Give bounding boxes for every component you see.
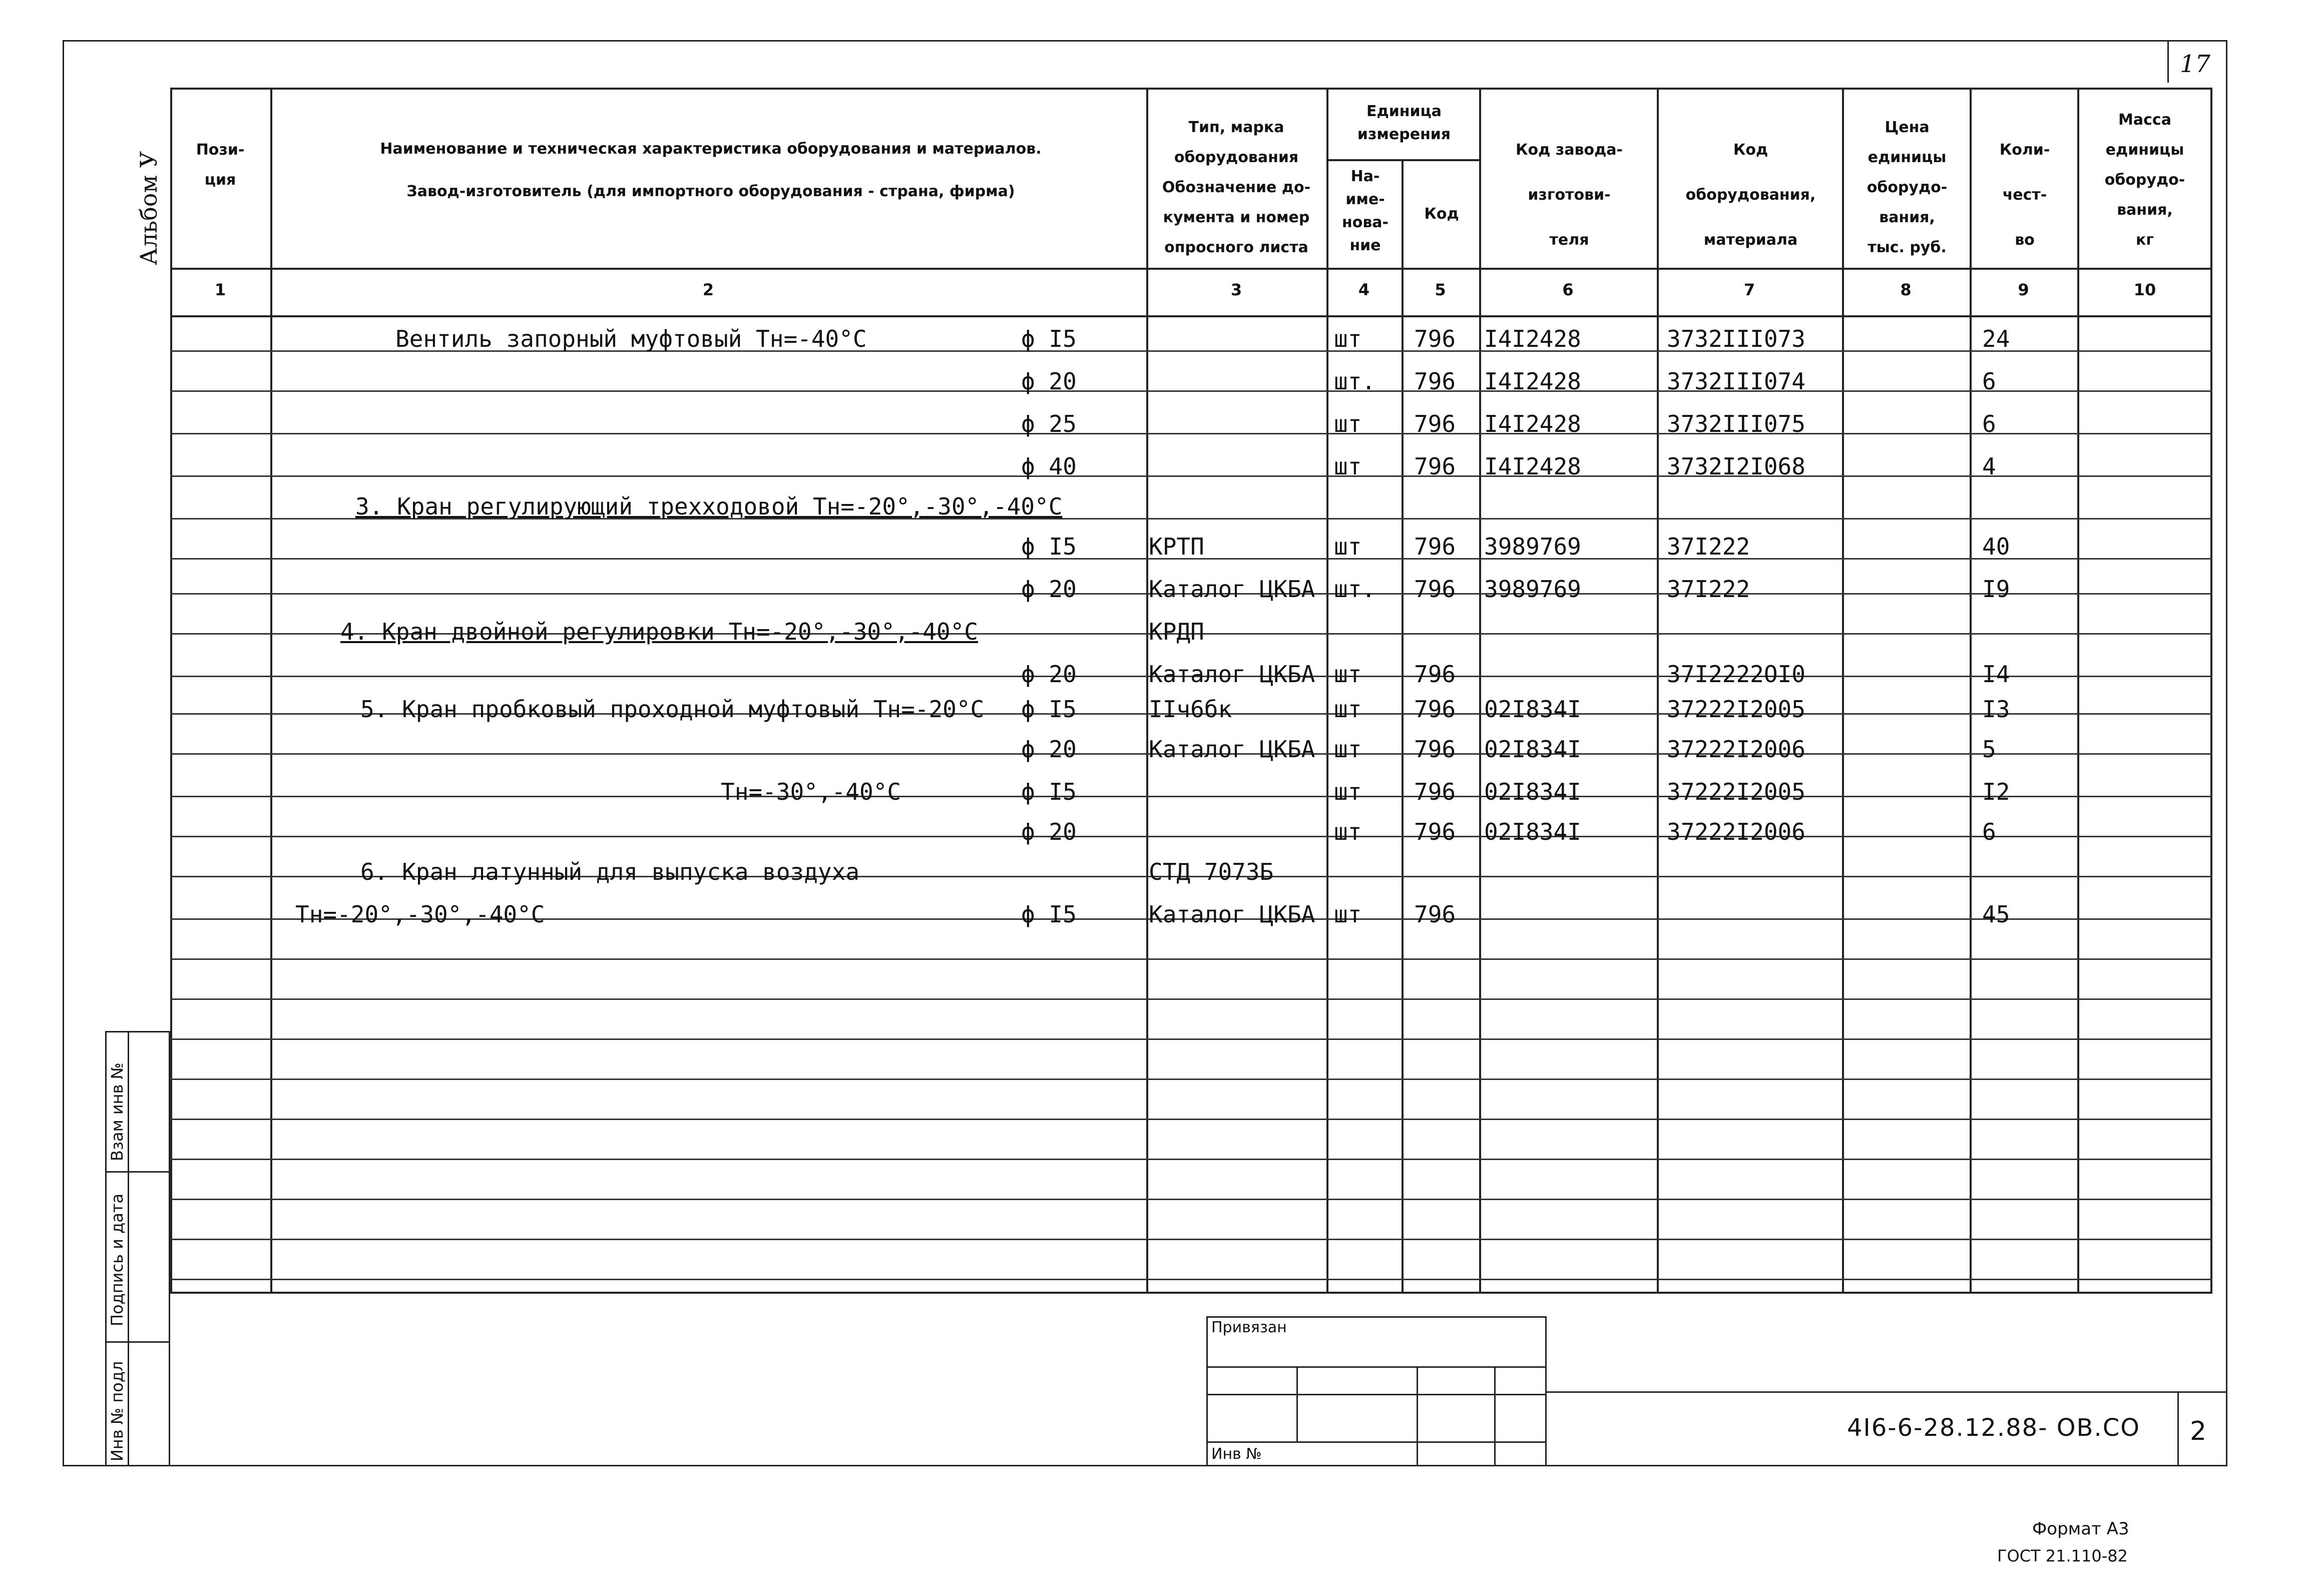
row-dia: ϕ 20	[1021, 661, 1077, 688]
row-mat: 37I2222OI0	[1667, 661, 1805, 688]
row-type: Каталог ЦКБА	[1149, 736, 1315, 763]
row-line	[170, 1159, 2212, 1160]
row-mat: 37222I2006	[1667, 818, 1805, 845]
row-type: IIч6бк	[1149, 696, 1232, 723]
col-divider-4	[1402, 160, 1404, 1294]
colnum-3: 3	[1230, 280, 1242, 299]
row-qty: 6	[1982, 368, 1996, 395]
gost-label: ГОСТ 21.110-82	[1997, 1546, 2128, 1565]
attached-label: Привязан	[1211, 1319, 1287, 1336]
row-qty: 5	[1982, 736, 1996, 763]
row-plant: 02I834I	[1484, 818, 1581, 845]
row-dia: ϕ 20	[1021, 818, 1077, 845]
row-plant: I4I2428	[1484, 453, 1581, 480]
row-qty: I9	[1982, 576, 2010, 603]
row-unit: шт	[1334, 410, 1362, 437]
attached-h2	[1206, 1394, 1547, 1395]
side-stamp-sign-date: Подпись и дата	[108, 1193, 127, 1326]
row-unit: шт	[1334, 453, 1362, 480]
header-unit-code: Код	[1424, 205, 1459, 223]
page-number-divider	[2167, 40, 2169, 83]
row-unit: шт	[1334, 696, 1362, 723]
attached-stamp	[1206, 1316, 1547, 1466]
row-unit: шт	[1334, 661, 1362, 688]
album-label: Альбом У	[135, 151, 162, 265]
row-code: 796	[1414, 576, 1456, 603]
header-name-line2: Завод-изготовитель (для импортного оборудования - страна, фирма)	[406, 183, 1015, 200]
row-plant: 02I834I	[1484, 696, 1581, 723]
header-name-line1: Наименование и техническая характеристика оборудования и материалов.	[380, 140, 1042, 158]
sheet-divider	[2177, 1391, 2179, 1466]
row-dia: ϕ I5	[1021, 325, 1077, 352]
row-line	[170, 1119, 2212, 1120]
row-name: Тн=-20°,-30°,-40°С	[295, 901, 545, 928]
row-plant: 3989769	[1484, 576, 1581, 603]
row-qty: I2	[1982, 778, 2010, 805]
row-mat: 37I222	[1667, 576, 1750, 603]
colnum-2: 2	[702, 280, 714, 299]
row-line	[170, 1239, 2212, 1240]
row-line	[170, 1038, 2212, 1040]
row-dia: ϕ I5	[1021, 901, 1077, 928]
header-plant-code: Код завода- изготови- теля	[1516, 141, 1623, 249]
row-mat: 37222I2005	[1667, 778, 1805, 805]
header-mass: Масса единицы оборудо- вания, кг	[2104, 111, 2185, 249]
row-type: Каталог ЦКБА	[1149, 901, 1315, 928]
row-plant: I4I2428	[1484, 368, 1581, 395]
row-unit: шт	[1334, 778, 1362, 805]
row-unit: шт	[1334, 901, 1362, 928]
colnum-1: 1	[214, 280, 226, 299]
row-mat: 3732III075	[1667, 410, 1805, 437]
row-type: Каталог ЦКБА	[1149, 576, 1315, 603]
attached-h1	[1206, 1366, 1547, 1368]
row-line	[170, 1279, 2212, 1280]
unit-group-divider	[1326, 159, 1479, 161]
header-position: Пози- ция	[196, 141, 245, 189]
row-code: 796	[1414, 778, 1456, 805]
row-mat: 3732I2I068	[1667, 453, 1805, 480]
attached-v1	[1296, 1366, 1298, 1441]
row-dia: ϕ 20	[1021, 368, 1077, 395]
row-dia: ϕ 25	[1021, 410, 1077, 437]
attached-v3	[1494, 1366, 1496, 1466]
row-mat: 37I222	[1667, 533, 1750, 560]
row-line	[170, 1199, 2212, 1200]
row-plant: 02I834I	[1484, 736, 1581, 763]
colnum-bottom	[170, 315, 2212, 317]
row-line	[170, 390, 2212, 392]
row-dia: ϕ 40	[1021, 453, 1077, 480]
row-type: СТД 7073Б	[1149, 858, 1274, 885]
side-stamp-h1	[105, 1171, 170, 1173]
attached-h3	[1206, 1441, 1547, 1443]
side-stamp-replace-inv: Взам инв №	[108, 1062, 127, 1161]
row-line	[170, 475, 2212, 477]
row-line	[170, 836, 2212, 837]
format-label: Формат А3	[2032, 1519, 2129, 1539]
row-code: 796	[1414, 368, 1456, 395]
row-code: 796	[1414, 901, 1456, 928]
row-plant: 02I834I	[1484, 778, 1581, 805]
row-qty: I3	[1982, 696, 2010, 723]
inv-label: Инв №	[1211, 1445, 1262, 1463]
row-code: 796	[1414, 661, 1456, 688]
header-type: Тип, марка оборудования Обозначение до- кумента и номер опросного листа	[1162, 119, 1311, 256]
row-plant: I4I2428	[1484, 325, 1581, 352]
row-code: 796	[1414, 736, 1456, 763]
row-line	[170, 433, 2212, 434]
row-name: Вентиль запорный муфтовый Тн=-40°С	[395, 325, 867, 352]
row-plant: 3989769	[1484, 533, 1581, 560]
colnum-9: 9	[2018, 280, 2029, 299]
row-dia: ϕ I5	[1021, 696, 1077, 723]
side-stamp-inv-orig: Инв № подл	[108, 1361, 127, 1461]
row-code: 796	[1414, 533, 1456, 560]
colnum-7: 7	[1743, 280, 1755, 299]
row-code: 796	[1414, 696, 1456, 723]
row-name: 5. Кран пробковый проходной муфтовый Тн=-20°С	[360, 696, 985, 723]
row-name: Тн=-30°,-40°С	[721, 778, 901, 805]
row-dia: ϕ 20	[1021, 576, 1077, 603]
row-name: 4. Кран двойной регулировки Тн=-20°,-30°,-40°С	[340, 618, 978, 645]
row-mat: 3732III074	[1667, 368, 1805, 395]
row-unit: шт	[1334, 818, 1362, 845]
row-name: 6. Кран латунный для выпуска воздуха	[360, 858, 859, 885]
row-mat: 3732III073	[1667, 325, 1805, 352]
side-stamp-h2	[105, 1341, 170, 1343]
header-price: Цена единицы оборудо- вания, тыс. руб.	[1867, 119, 1948, 256]
row-type: КРТП	[1149, 533, 1204, 560]
row-name: 3. Кран регулирующий трехходовой Тн=-20°,-30°,-40°С	[355, 493, 1063, 520]
row-mat: 37222I2006	[1667, 736, 1805, 763]
row-qty: 45	[1982, 901, 2010, 928]
row-unit: шт.	[1334, 368, 1376, 395]
title-block-top	[1547, 1391, 2227, 1393]
attached-v2	[1417, 1366, 1418, 1466]
header-unit-group: Единица измерения	[1357, 103, 1451, 143]
row-qty: 24	[1982, 325, 2010, 352]
row-qty: I4	[1982, 661, 2010, 688]
header-unit-name: На- име- нова- ние	[1341, 168, 1389, 254]
row-dia: ϕ I5	[1021, 533, 1077, 560]
sheet-number: 2	[2190, 1416, 2207, 1446]
header-bottom	[170, 268, 2212, 270]
row-plant: I4I2428	[1484, 410, 1581, 437]
colnum-8: 8	[1900, 280, 1912, 299]
row-type: КРДП	[1149, 618, 1204, 645]
row-code: 796	[1414, 325, 1456, 352]
row-unit: шт	[1334, 736, 1362, 763]
row-mat: 37222I2005	[1667, 696, 1805, 723]
row-line	[170, 796, 2212, 797]
row-qty: 4	[1982, 453, 1996, 480]
side-stamp-divider	[128, 1031, 129, 1466]
row-unit: шт	[1334, 325, 1362, 352]
row-dia: ϕ I5	[1021, 778, 1077, 805]
header-material-code: Код оборудования, материала	[1685, 141, 1816, 249]
row-unit: шт.	[1334, 576, 1376, 603]
row-type: Каталог ЦКБА	[1149, 661, 1315, 688]
page-number: 17	[2180, 50, 2211, 78]
row-code: 796	[1414, 818, 1456, 845]
colnum-5: 5	[1435, 280, 1446, 299]
row-unit: шт	[1334, 533, 1362, 560]
document-code: 4I6-6-28.12.88- ОВ.СО	[1847, 1414, 2141, 1442]
colnum-4: 4	[1358, 280, 1370, 299]
row-dia: ϕ 20	[1021, 736, 1077, 763]
row-line	[170, 998, 2212, 1000]
colnum-6: 6	[1562, 280, 1574, 299]
row-qty: 40	[1982, 533, 2010, 560]
row-code: 796	[1414, 453, 1456, 480]
row-code: 796	[1414, 410, 1456, 437]
row-qty: 6	[1982, 410, 1996, 437]
header-quantity: Коли- чест- во	[1999, 141, 2050, 249]
row-line	[170, 1079, 2212, 1080]
colnum-10: 10	[2133, 280, 2156, 299]
row-line	[170, 958, 2212, 960]
row-qty: 6	[1982, 818, 1996, 845]
